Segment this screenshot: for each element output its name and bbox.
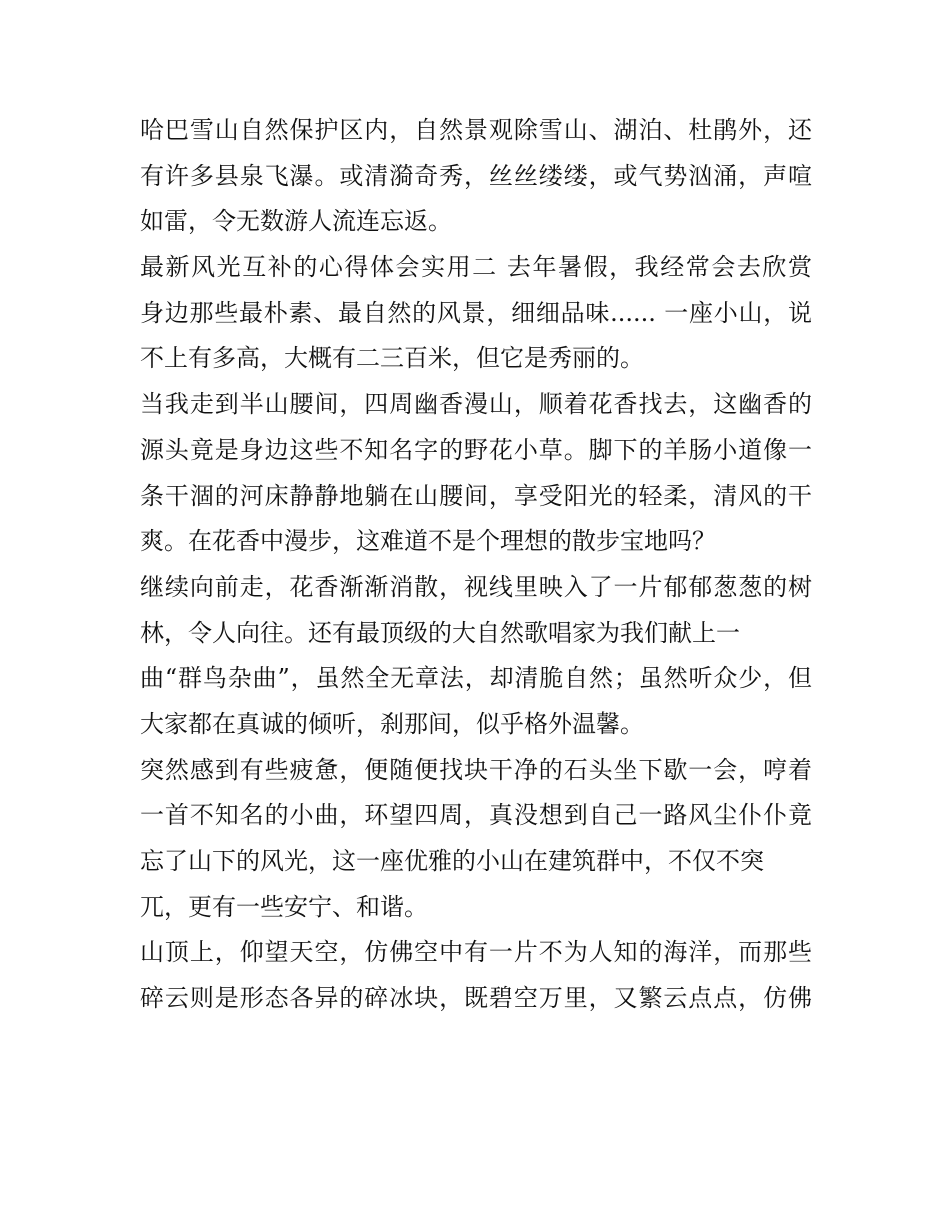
text-line: 山顶上，仰望天空，仿佛空中有一片不为人知的海洋，而那些 <box>140 938 812 967</box>
text-line: 兀，更有一些安宁、和谐。 <box>140 892 428 921</box>
text-line: 有许多县泉飞瀑。或清漪奇秀，丝丝缕缕，或气势汹涌，声喧 <box>140 161 812 190</box>
text-line: 如雷，令无数游人流连忘返。 <box>140 207 452 236</box>
text-line: 爽。在花香中漫步，这难道不是个理想的散步宝地吗？ <box>140 527 716 556</box>
text-line: 最新风光互补的心得体会实用二 去年暑假，我经常会去欣赏 <box>140 253 812 282</box>
text-line: 源头竟是身边这些不知名字的野花小草。脚下的羊肠小道像一 <box>140 435 812 464</box>
text-line: 身边那些最朴素、最自然的风景，细细品味...... 一座小山，说 <box>140 298 812 327</box>
text-line: 哈巴雪山自然保护区内，自然景观除雪山、湖泊、杜鹃外，还 <box>140 116 812 144</box>
text-line: 忘了山下的风光，这一座优雅的小山在建筑群中，不仅不突 <box>140 847 764 875</box>
text-line: 当我走到半山腰间，四周幽香漫山，顺着花香找去，这幽香的 <box>140 390 812 419</box>
text-line: 碎云则是形态各异的碎冰块，既碧空万里，又繁云点点，仿佛 <box>140 984 812 1013</box>
text-line: 突然感到有些疲惫，便随便找块干净的石头坐下歇一会，哼着 <box>140 755 812 784</box>
text-line: 条干涸的河床静静地躺在山腰间，享受阳光的轻柔，清风的干 <box>140 481 812 510</box>
text-line: 一首不知名的小曲，环望四周，真没想到自己一路风尘仆仆竟 <box>140 801 812 830</box>
text-line: 继续向前走，花香渐渐消散，视线里映入了一片郁郁葱葱的树 <box>140 572 812 601</box>
text-line: 大家都在真诚的倾听，刹那间，似乎格外温馨。 <box>140 709 644 738</box>
text-line: 曲“群鸟杂曲”，虽然全无章法，却清脆自然；虽然听众少，但 <box>140 664 812 693</box>
text-line: 林，令人向往。还有最顶级的大自然歌唱家为我们献上一 <box>140 618 740 647</box>
text-line: 不上有多高，大概有二三百米，但它是秀丽的。 <box>140 344 644 373</box>
document-body <box>140 108 812 1022</box>
